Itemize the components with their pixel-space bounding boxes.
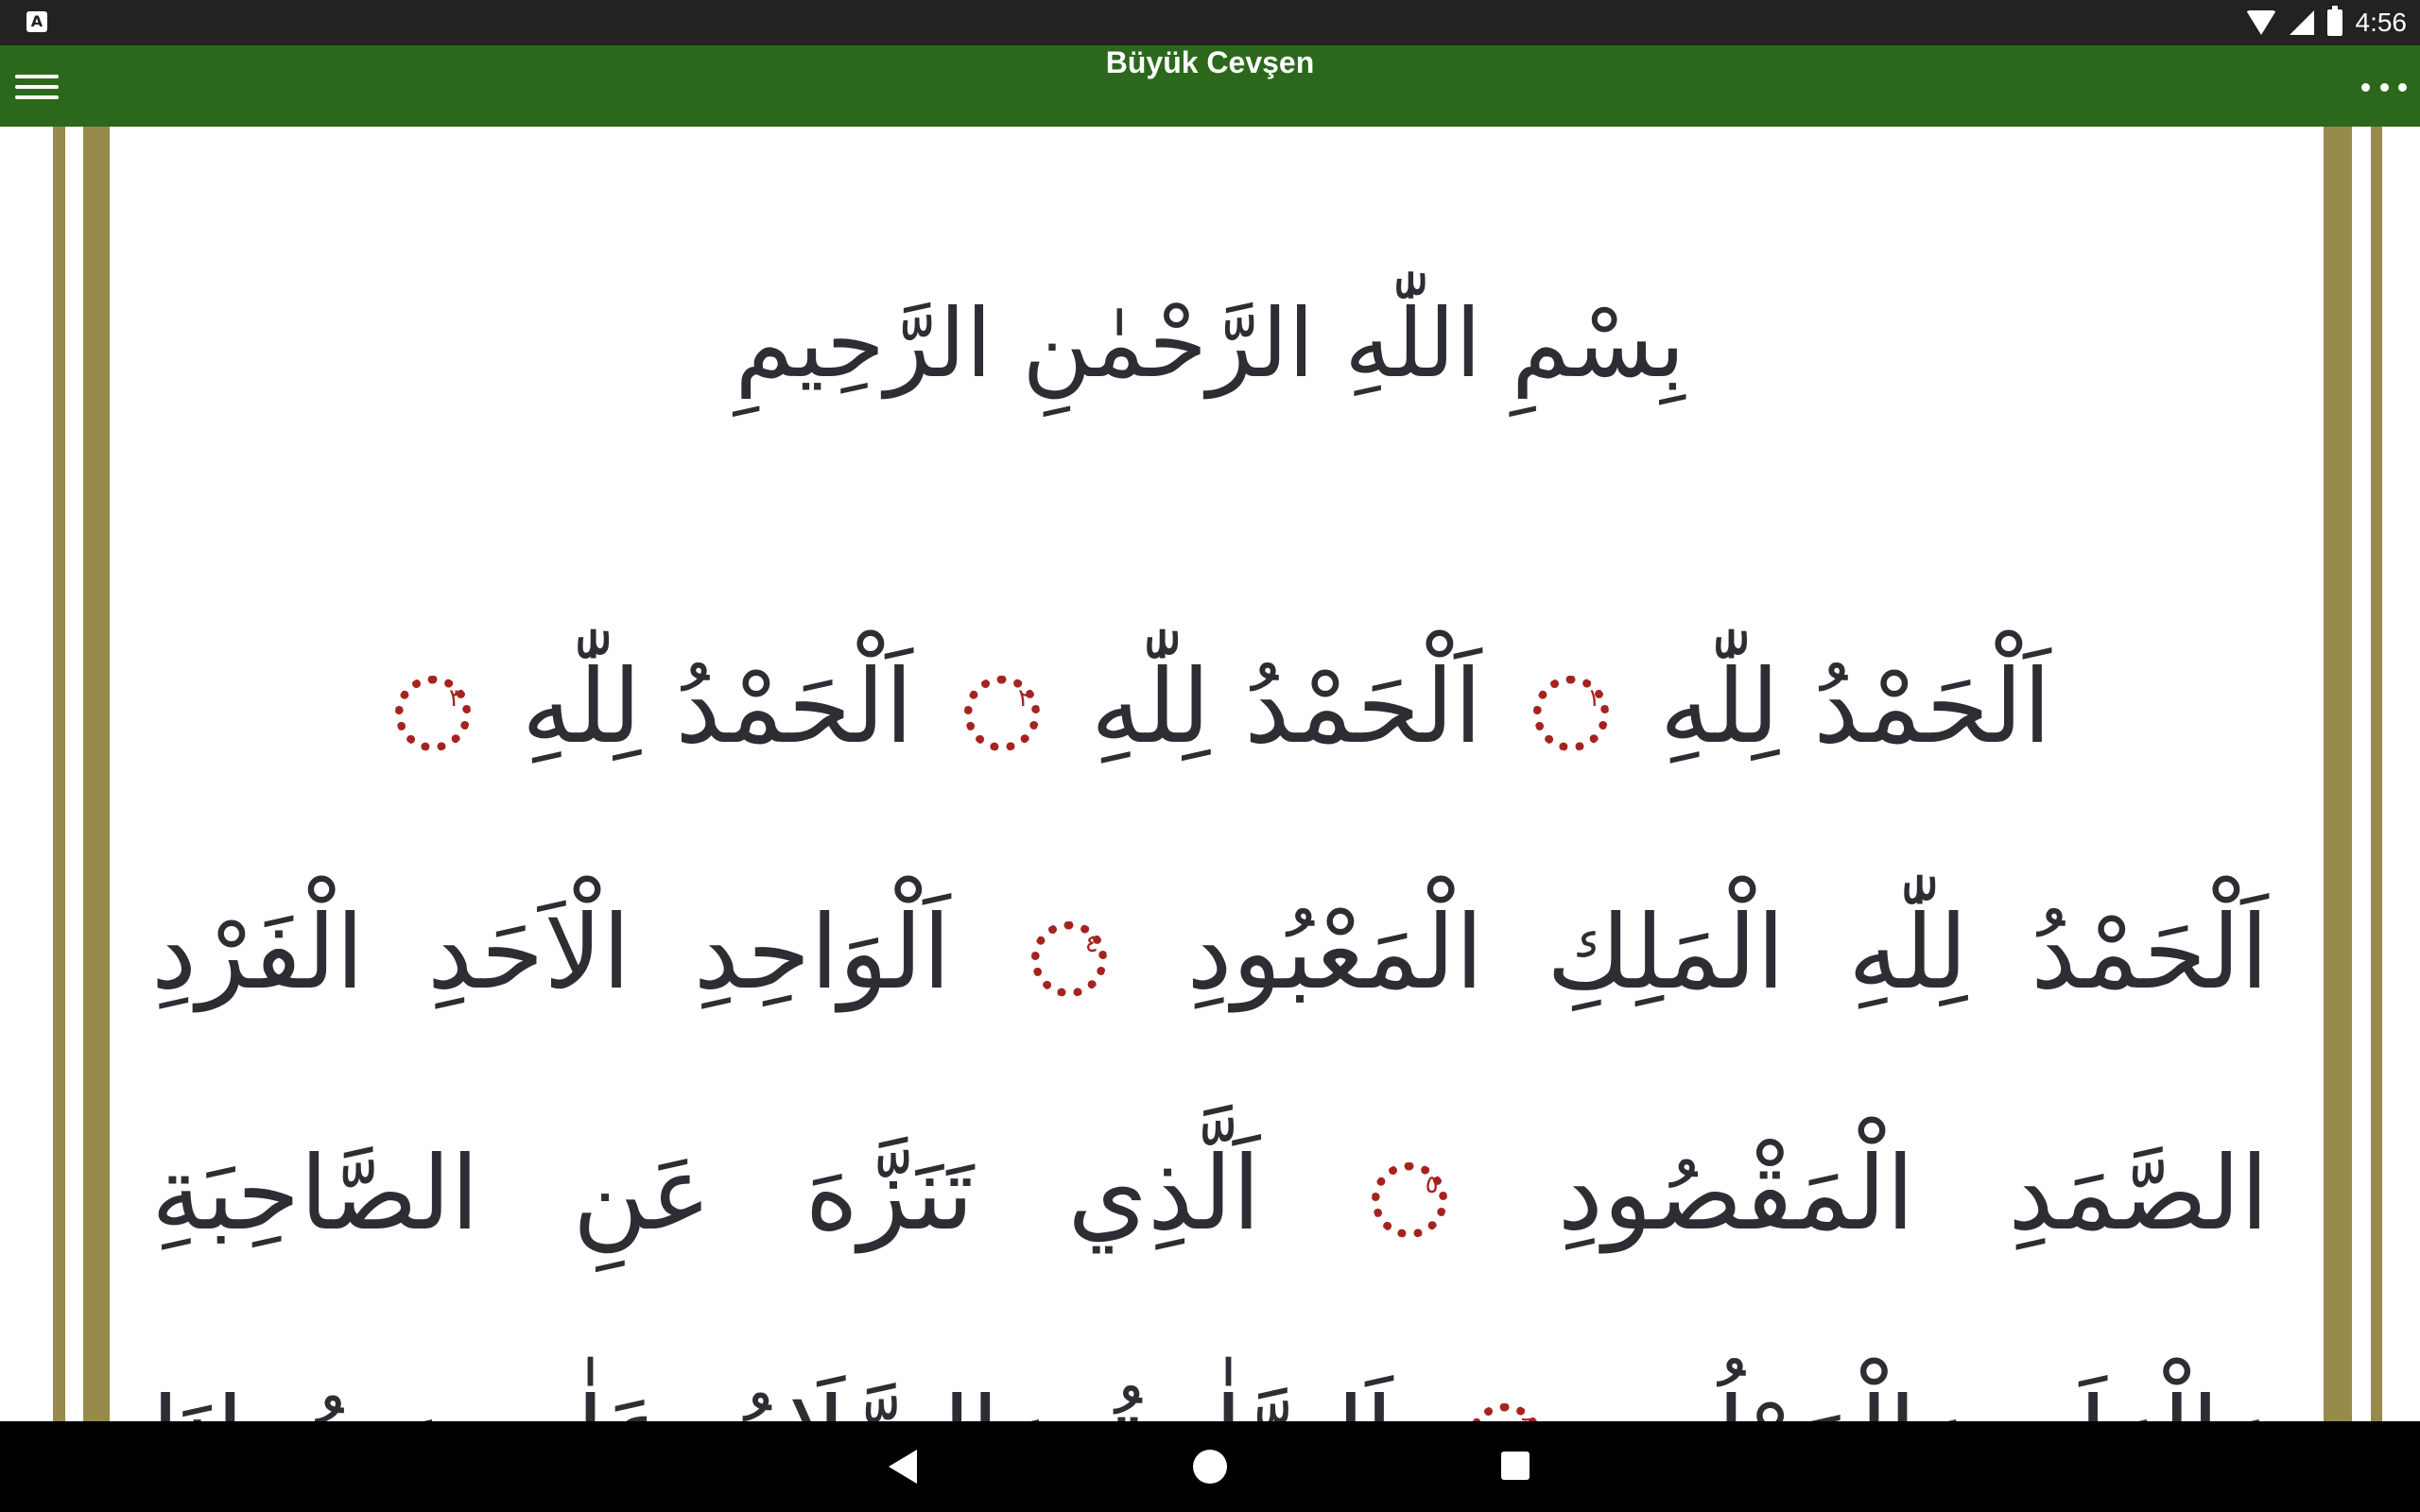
page-border-left-inner <box>83 127 110 1421</box>
cevsen-page[interactable] <box>0 127 2420 1421</box>
more-options-icon[interactable] <box>2361 72 2407 102</box>
back-icon[interactable] <box>889 1450 917 1484</box>
verse-number: ٢ <box>1017 684 1031 713</box>
verse-number-marker <box>964 676 1040 751</box>
verse-number: ١ <box>1586 684 1600 713</box>
basmala-calligraphy: بِسْمِ اللّٰهِ الرَّحْمٰنِ الرَّحِيمِ <box>735 288 1685 399</box>
text-line <box>151 1124 2269 1265</box>
verse-text: اَلْحَمْدُ لِلّٰهِ <box>1056 648 1483 766</box>
verse-text: اَلْوَاحِدِ الْاَحَدِ الْفَرْدِ <box>151 894 951 1012</box>
page-border-left-outer <box>53 127 65 1421</box>
verse-number-marker <box>1372 1162 1447 1238</box>
page-title: Büyük Cevşen <box>1105 45 1315 79</box>
text-line <box>151 883 2269 1024</box>
signal-icon <box>2290 10 2314 35</box>
verse-text: اَلْحَمْدُ لِلّٰهِ الْمَلِكِ الْمَعْبُودِ <box>1123 894 2269 1012</box>
page-border-right-inner <box>2324 127 2352 1421</box>
verse-number: ٥ <box>1425 1171 1439 1200</box>
app-bar <box>0 45 2420 127</box>
navigation-bar <box>0 1421 2420 1512</box>
verse-number-marker <box>1533 676 1609 751</box>
verse-text: اَلْحَمْدُ لِلّٰهِ <box>1625 648 2051 766</box>
verse-number: ٤ <box>1084 930 1098 959</box>
wifi-icon <box>2246 10 2276 35</box>
verse-number-marker <box>395 676 471 751</box>
battery-icon <box>2327 9 2342 36</box>
text-line <box>378 637 2051 779</box>
status-bar <box>0 0 2420 45</box>
status-time: 4:56 <box>2355 8 2407 37</box>
status-icons <box>2246 0 2408 45</box>
home-icon[interactable] <box>1193 1450 1227 1484</box>
notification-icon: A <box>26 11 47 32</box>
recents-icon[interactable] <box>1501 1452 1530 1480</box>
page-border-right-outer <box>2371 127 2382 1421</box>
verse-text: اَلَّذِي تَنَزَّهَ عَنِ الصَّاحِبَةِ <box>151 1135 1261 1253</box>
verse-text: اَلْحَمْدُ لِلّٰهِ <box>488 648 914 766</box>
verse-number: ٣ <box>449 684 462 713</box>
verse-text: الصَّمَدِ الْمَقْصُودِ <box>1463 1135 2269 1253</box>
verse-number-marker <box>1031 921 1107 997</box>
